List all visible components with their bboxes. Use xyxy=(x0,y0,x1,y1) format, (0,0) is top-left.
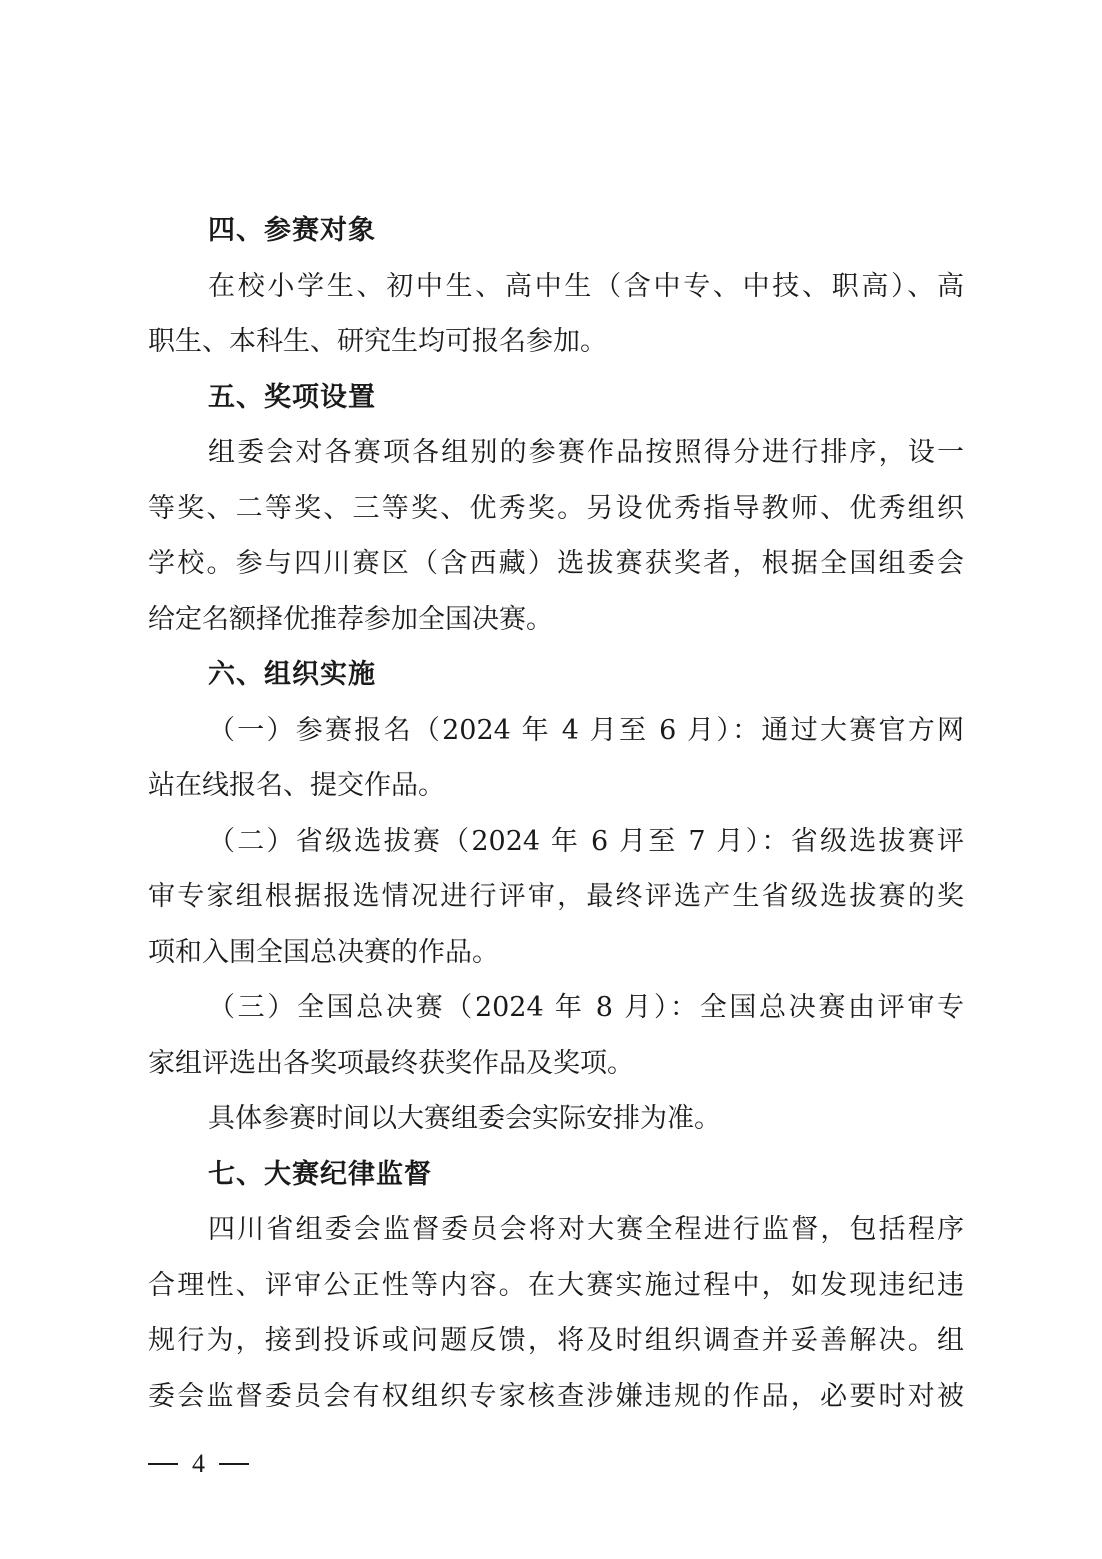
document-body xyxy=(148,203,964,1424)
paragraph-line: （一）参赛报名（2024 年 4 月至 6 月）：通过大赛官方网 xyxy=(208,714,964,746)
paragraph-line: 学校。参与四川赛区（含西藏）选拔赛获奖者，根据全国组委会 xyxy=(148,548,964,579)
paragraph-line: 合理性、评审公正性等内容。在大赛实施过程中，如发现违纪违 xyxy=(148,1269,964,1301)
paragraph-line: 站在线报名、提交作品。 xyxy=(148,770,445,801)
paragraph-line: 组委会对各赛项各组别的参赛作品按照得分进行排序，设一 xyxy=(208,437,964,468)
paragraph-line: （三）全国总决赛（2024 年 8 月）：全国总决赛由评审专 xyxy=(208,992,964,1023)
paragraph-line: 具体参赛时间以大赛组委会实际安排为准。 xyxy=(208,1103,721,1134)
paragraph-line: 家组评选出各奖项最终获奖作品及奖项。 xyxy=(148,1047,634,1079)
section-heading-participants: 四、参赛对象 xyxy=(208,215,376,246)
page-footer xyxy=(148,1444,249,1484)
section-heading-supervision: 七、大赛纪律监督 xyxy=(208,1158,432,1190)
paragraph-line: （二）省级选拔赛（2024 年 6 月至 7 月）：省级选拔赛评 xyxy=(208,825,964,857)
paragraph-line: 审专家组根据报选情况进行评审，最终评选产生省级选拔赛的奖 xyxy=(148,881,964,912)
paragraph-line: 委会监督委员会有权组织专家核查涉嫌违规的作品，必要时对被 xyxy=(148,1380,964,1412)
section-heading-awards: 五、奖项设置 xyxy=(208,381,376,413)
paragraph-line: 给定名额择优推荐参加全国决赛。 xyxy=(148,603,553,635)
section-heading-implementation: 六、组织实施 xyxy=(208,659,376,690)
paragraph-line: 规行为，接到投诉或问题反馈，将及时组织调查并妥善解决。组 xyxy=(148,1325,964,1356)
page-number: 4 xyxy=(192,1449,205,1478)
footer-dash-right xyxy=(219,1463,249,1465)
paragraph-line: 在校小学生、初中生、高中生（含中专、中技、职高）、高 xyxy=(208,270,964,302)
paragraph-line: 等奖、二等奖、三等奖、优秀奖。另设优秀指导教师、优秀组织 xyxy=(148,492,964,524)
paragraph-line: 职生、本科生、研究生均可报名参加。 xyxy=(148,326,607,357)
paragraph-line: 四川省组委会监督委员会将对大赛全程进行监督，包括程序 xyxy=(208,1214,964,1245)
paragraph-line: 项和入围全国总决赛的作品。 xyxy=(148,936,499,968)
footer-dash-left xyxy=(148,1463,178,1465)
